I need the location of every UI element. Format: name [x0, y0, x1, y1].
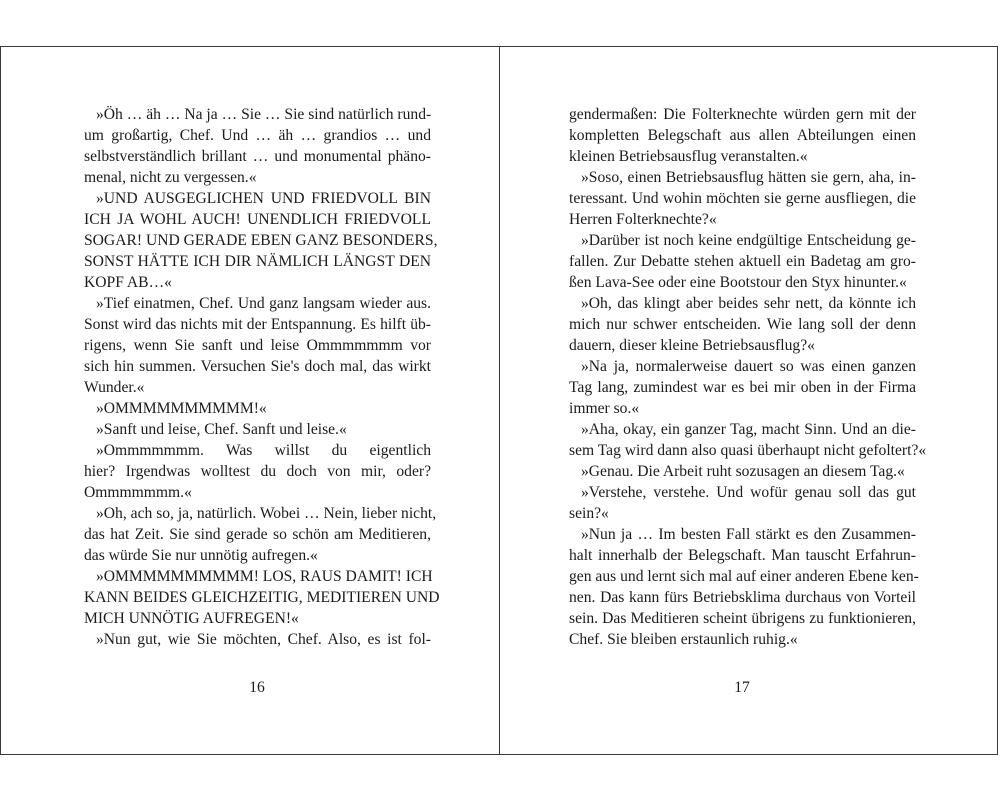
- text-line: dauern, dieser kleine Betriebsausflug?«: [569, 337, 815, 354]
- text-line: »Soso, einen Betriebsausflug hätten sie gern, aha, in-: [581, 169, 916, 186]
- text-line: KOPF AB…«: [84, 274, 172, 291]
- text-line: »Sanft und leise, Chef. Sanft und leise.«: [96, 421, 347, 438]
- text-line: Ommmmmmm.«: [84, 484, 192, 501]
- text-line: Chef. Sie bleiben erstaunlich ruhig.«: [569, 631, 798, 648]
- text-line: »Aha, okay, ein ganzer Tag, macht Sinn. Und an die-: [581, 421, 916, 438]
- page-number-right: 17: [734, 679, 750, 696]
- text-line: Wunder.«: [84, 379, 145, 396]
- text-line: MICH UNNÖTIG AUFREGEN!«: [84, 610, 299, 627]
- text-line: Herren Folterknechte?«: [569, 211, 717, 228]
- text-line: sem Tag wird dann also quasi überhaupt nicht gefoltert?«: [569, 442, 927, 459]
- text-line: »OMMMMMMMMMM!«: [96, 400, 267, 417]
- text-line: das würde Sie nur unnötig aufregen.«: [84, 547, 318, 564]
- text-line: hier? Irgendwas wolltest du doch von mir, oder?: [84, 463, 431, 480]
- text-line: selbstverständlich brillant … und monumental phäno-: [84, 148, 431, 165]
- text-line: teressant. Und wohin möchten sie gerne ausfliegen, die: [569, 190, 916, 207]
- text-line: »Oh, ach so, ja, natürlich. Wobei … Nein, lieber nicht,: [96, 505, 437, 522]
- text-line: »Tief einatmen, Chef. Und ganz langsam wieder aus.: [96, 295, 431, 312]
- text-line: rigens, wenn Sie sanft und leise Ommmmmmm vor: [84, 337, 431, 354]
- text-line: fallen. Zur Debatte stehen aktuell ein Badetag am gro-: [569, 253, 916, 270]
- text-line: »Öh … äh … Na ja … Sie … Sie sind natürlich rund-: [96, 106, 432, 123]
- text-line: gen aus und lernt sich mal auf einer anderen Ebene ken-: [569, 568, 919, 585]
- text-line: ICH JA WOHL AUCH! UNENDLICH FRIEDVOLL: [84, 211, 431, 228]
- text-line: um großartig, Chef. Und … äh … grandios … und: [84, 127, 431, 144]
- text-line: »Verstehe, verstehe. Und wofür genau soll das gut: [581, 484, 916, 501]
- text-line: kompletten Belegschaft aus allen Abteilungen einen: [569, 127, 916, 144]
- text-line: »OMMMMMMMMMM! LOS, RAUS DAMIT! ICH: [96, 568, 433, 585]
- text-line: »Nun ja … Im besten Fall stärkt es den Zusammen-: [581, 526, 916, 543]
- text-line: SONST HÄTTE ICH DIR NÄMLICH LÄNGST DEN: [84, 253, 431, 270]
- text-line: »Ommmmmmm. Was willst du eigentlich: [96, 442, 431, 459]
- text-line: sein. Das Meditieren scheint übrigens zu funktionieren,: [569, 610, 916, 627]
- text-line: kleinen Betriebsausflug veranstalten.«: [569, 148, 808, 165]
- text-line: »Darüber ist noch keine endgültige Entscheidung ge-: [581, 232, 916, 249]
- text-line: SOGAR! UND GERADE EBEN GANZ BESONDERS,: [84, 232, 438, 249]
- text-line: menal, nicht zu vergessen.«: [84, 169, 257, 186]
- text-line: immer so.«: [569, 400, 640, 417]
- text-line: KANN BEIDES GLEICHZEITIG, MEDITIEREN UND: [84, 589, 440, 606]
- text-line: nen. Das kann fürs Betriebsklima durchaus von Vorteil: [569, 589, 916, 606]
- text-line: ßen Lava-See oder eine Bootstour den Styx hinunter.«: [569, 274, 907, 291]
- text-line: mich nur schwer entscheiden. Wie lang soll der denn: [569, 316, 916, 333]
- text-line: halt innerhalb der Belegschaft. Man tauscht Erfahrun-: [569, 547, 916, 564]
- text-line: »Oh, das klingt aber beides sehr nett, da könnte ich: [581, 295, 916, 312]
- text-line: »UND AUSGEGLICHEN UND FRIEDVOLL BIN: [96, 190, 431, 207]
- text-line: sein?«: [569, 505, 609, 522]
- text-line: »Genau. Die Arbeit ruht sozusagen an diesem Tag.«: [581, 463, 905, 480]
- text-line: Tag lang, zumindest war es bei mir oben in der Firma: [569, 379, 916, 396]
- text-line: »Nun gut, wie Sie möchten, Chef. Also, es ist fol-: [96, 631, 431, 648]
- page-number-left: 16: [249, 679, 265, 696]
- text-line: »Na ja, normalerweise dauert so was einen ganzen: [581, 358, 916, 375]
- text-line: das hat Zeit. Sie sind gerade so schön am Meditieren,: [84, 526, 431, 543]
- text-line: gendermaßen: Die Folterknechte würden gern mit der: [569, 106, 916, 123]
- text-line: sich hin summen. Versuchen Sie's doch mal, das wirkt: [84, 358, 431, 375]
- text-line: Sonst wird das nichts mit der Entspannung. Es hilft üb-: [84, 316, 431, 333]
